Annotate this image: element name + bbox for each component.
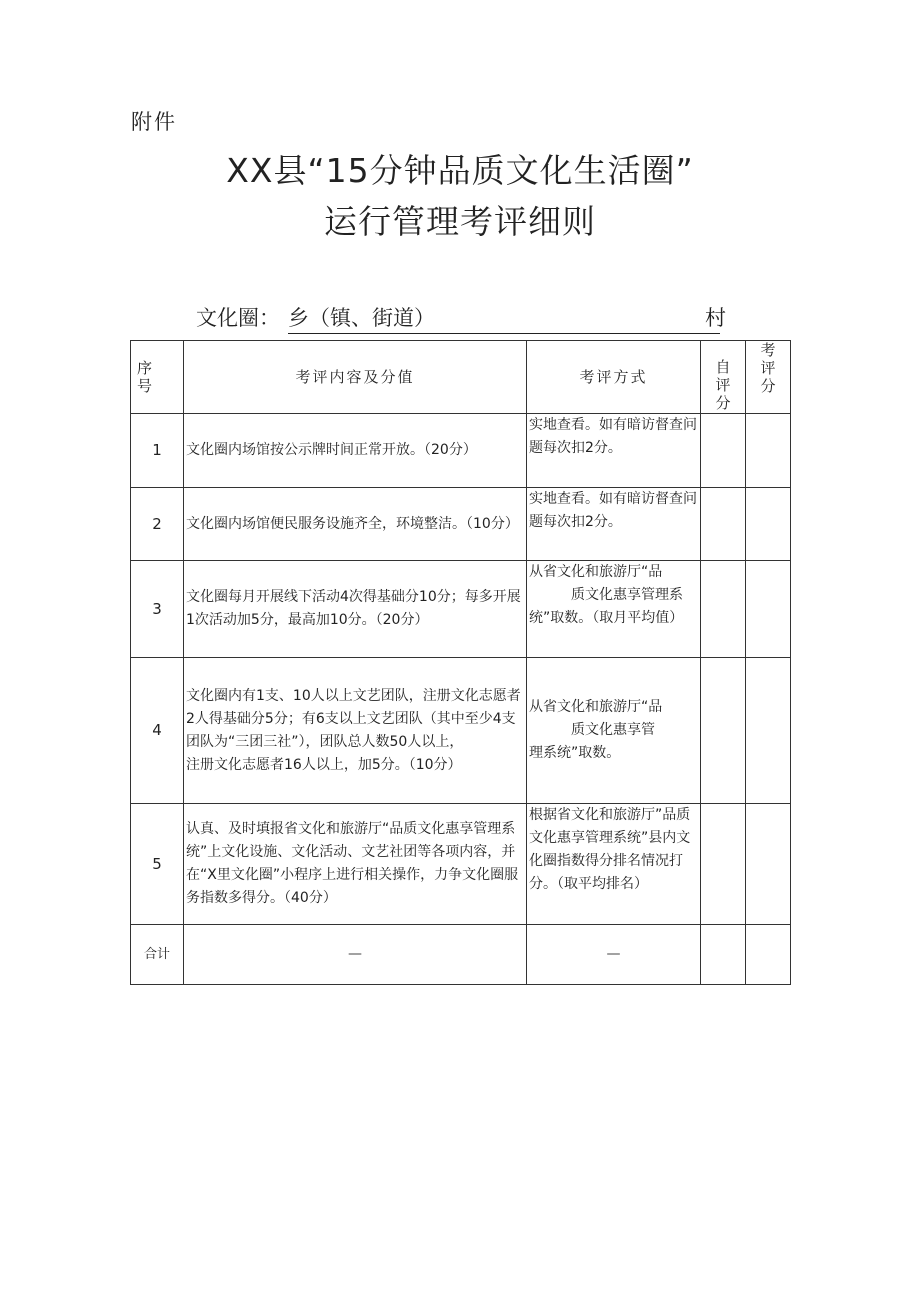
row-content: 认真、及时填报省文化和旅游厅“品质文化惠享管理系统”上文化设施、文化活动、文艺社团等各项内容，并在“X里文化圈”小程序上进行相关操作，力争文化圈服务指数多得分。（40分）	[184, 804, 527, 925]
row-content: 文化圈内场馆按公示牌时间正常开放。（20分）	[184, 414, 527, 488]
culture-circle-town-field: 乡（镇、街道）	[288, 302, 720, 334]
row-review-score-cell[interactable]	[746, 658, 791, 804]
evaluation-table	[130, 340, 791, 985]
table-row	[131, 804, 791, 925]
row-self-score-cell[interactable]	[701, 804, 746, 925]
row-review-score-cell[interactable]	[746, 488, 791, 561]
row-no: 3	[131, 561, 184, 658]
table-total-row	[131, 925, 791, 985]
header-content: 考评内容及分值	[184, 341, 527, 414]
row-method: 实地查看。如有暗访督查问题每次扣2分。	[527, 488, 701, 561]
row-method: 根据省文化和旅游厅”品质文化惠享管理系统”县内文化圈指数得分排名情况打分。（取平均排名）	[527, 804, 701, 925]
row-method: 实地查看。如有暗访督查问题每次扣2分。	[527, 414, 701, 488]
table-header-row	[131, 341, 791, 414]
header-no: 序 号	[131, 341, 184, 414]
row-method: 从省文化和旅游厅“品 质文化惠享管 理系统”取数。	[527, 658, 701, 804]
row-no: 1	[131, 414, 184, 488]
table-row	[131, 658, 791, 804]
row-review-score-cell[interactable]	[746, 414, 791, 488]
header-method: 考评方式	[527, 341, 701, 414]
row-self-score-cell[interactable]	[701, 658, 746, 804]
total-self-score-cell[interactable]	[701, 925, 746, 985]
row-method: 从省文化和旅游厅“品 质文化惠享管理系统”取数。（取月平均值）	[527, 561, 701, 658]
row-self-score-cell[interactable]	[701, 561, 746, 658]
row-no: 5	[131, 804, 184, 925]
row-review-score-cell[interactable]	[746, 561, 791, 658]
row-no: 4	[131, 658, 184, 804]
row-content: 文化圈内有1支、10人以上文艺团队，注册文化志愿者2人得基础分5分；有6支以上文艺团队（其中至少4支团队为“三团三社”），团队总人数50人以上， 注册文化志愿者16人以上，加5分。（10分）	[184, 658, 527, 804]
total-label: 合计	[131, 925, 184, 985]
header-review-score: 考 评 分	[746, 341, 791, 414]
culture-circle-label: 文化圈：	[196, 306, 280, 330]
table-row	[131, 414, 791, 488]
document-title-line1: XX县“15分钟品质文化生活圈”	[226, 151, 694, 190]
culture-circle-line	[196, 302, 726, 332]
row-review-score-cell[interactable]	[746, 804, 791, 925]
attachment-label: 附件	[131, 110, 177, 134]
row-self-score-cell[interactable]	[701, 488, 746, 561]
total-content: —	[184, 925, 527, 985]
table-row	[131, 488, 791, 561]
row-self-score-cell[interactable]	[701, 414, 746, 488]
total-review-score-cell[interactable]	[746, 925, 791, 985]
culture-circle-village-label: 村	[705, 306, 726, 330]
row-no: 2	[131, 488, 184, 561]
row-content: 文化圈内场馆便民服务设施齐全，环境整洁。（10分）	[184, 488, 527, 561]
document-title-line2: 运行管理考评细则	[324, 202, 596, 241]
row-content: 文化圈每月开展线下活动4次得基础分10分；每多开展1次活动加5分，最高加10分。（20分）	[184, 561, 527, 658]
total-method: —	[527, 925, 701, 985]
table-row	[131, 561, 791, 658]
header-self-score: 自 评 分	[701, 341, 746, 414]
